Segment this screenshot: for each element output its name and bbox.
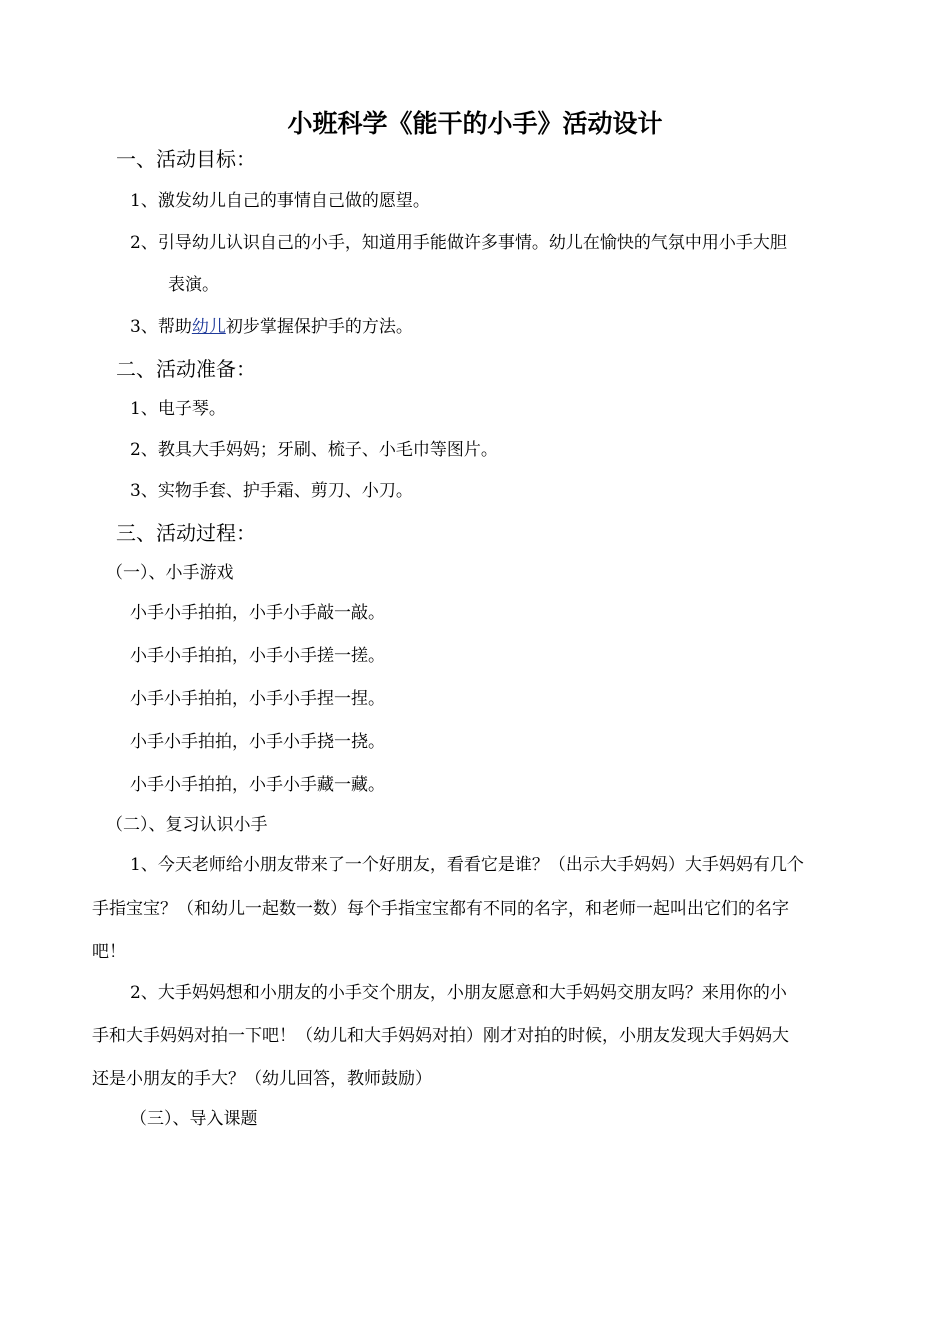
game-line-4: 小手小手拍拍，小手小手挠一挠。 — [130, 732, 385, 752]
part2-p2-line-3: 还是小朋友的手大？（幼儿回答，教师鼓励） — [92, 1069, 432, 1089]
goal-item-2-line-1: 2、引导幼儿认识自己的小手，知道用手能做许多事情。幼儿在愉快的气氛中用小手大胆 — [130, 233, 787, 253]
part2-heading: （二）、复习认识小手 — [106, 815, 268, 835]
part2-p2-line-1: 2、大手妈妈想和小朋友的小手交个朋友，小朋友愿意和大手妈妈交朋友吗？来用你的小 — [130, 983, 787, 1003]
section-prep-heading: 二、活动准备： — [116, 357, 256, 381]
prep-item-1: 1、电子琴。 — [130, 399, 226, 419]
prep-item-2: 2、教具大手妈妈；牙刷、梳子、小毛巾等图片。 — [130, 440, 498, 460]
game-line-5: 小手小手拍拍，小手小手藏一藏。 — [130, 775, 385, 795]
goal-item-3-link[interactable]: 幼儿 — [191, 317, 226, 337]
document-title: 小班科学《能干的小手》活动设计 — [287, 109, 663, 138]
goal-item-3-prefix: 3、帮助 — [130, 317, 192, 337]
goal-item-3-suffix: 初步掌握保护手的方法。 — [225, 317, 413, 337]
part2-p2-line-2: 手和大手妈妈对拍一下吧！（幼儿和大手妈妈对拍）刚才对拍的时候，小朋友发现大手妈妈大 — [92, 1026, 789, 1046]
part2-p1-line-1: 1、今天老师给小朋友带来了一个好朋友，看看它是谁？（出示大手妈妈）大手妈妈有几个 — [130, 855, 804, 875]
section-goals-heading: 一、活动目标： — [116, 147, 256, 171]
part3-heading: （三）、导入课题 — [130, 1109, 258, 1129]
section-process-heading: 三、活动过程： — [116, 521, 256, 545]
part2-p1-line-3: 吧！ — [92, 942, 126, 962]
game-line-1: 小手小手拍拍，小手小手敲一敲。 — [130, 603, 385, 623]
goal-item-3 — [130, 316, 413, 338]
goal-item-2-line-2: 表演。 — [168, 275, 219, 295]
goal-item-1: 1、激发幼儿自己的事情自己做的愿望。 — [130, 191, 430, 211]
prep-item-3: 3、实物手套、护手霜、剪刀、小刀。 — [130, 481, 413, 501]
game-line-2: 小手小手拍拍，小手小手搓一搓。 — [130, 646, 385, 666]
part1-heading: （一）、小手游戏 — [106, 563, 234, 583]
part2-p1-line-2: 手指宝宝？（和幼儿一起数一数）每个手指宝宝都有不同的名字，和老师一起叫出它们的名字 — [92, 899, 789, 919]
game-line-3: 小手小手拍拍，小手小手捏一捏。 — [130, 689, 385, 709]
